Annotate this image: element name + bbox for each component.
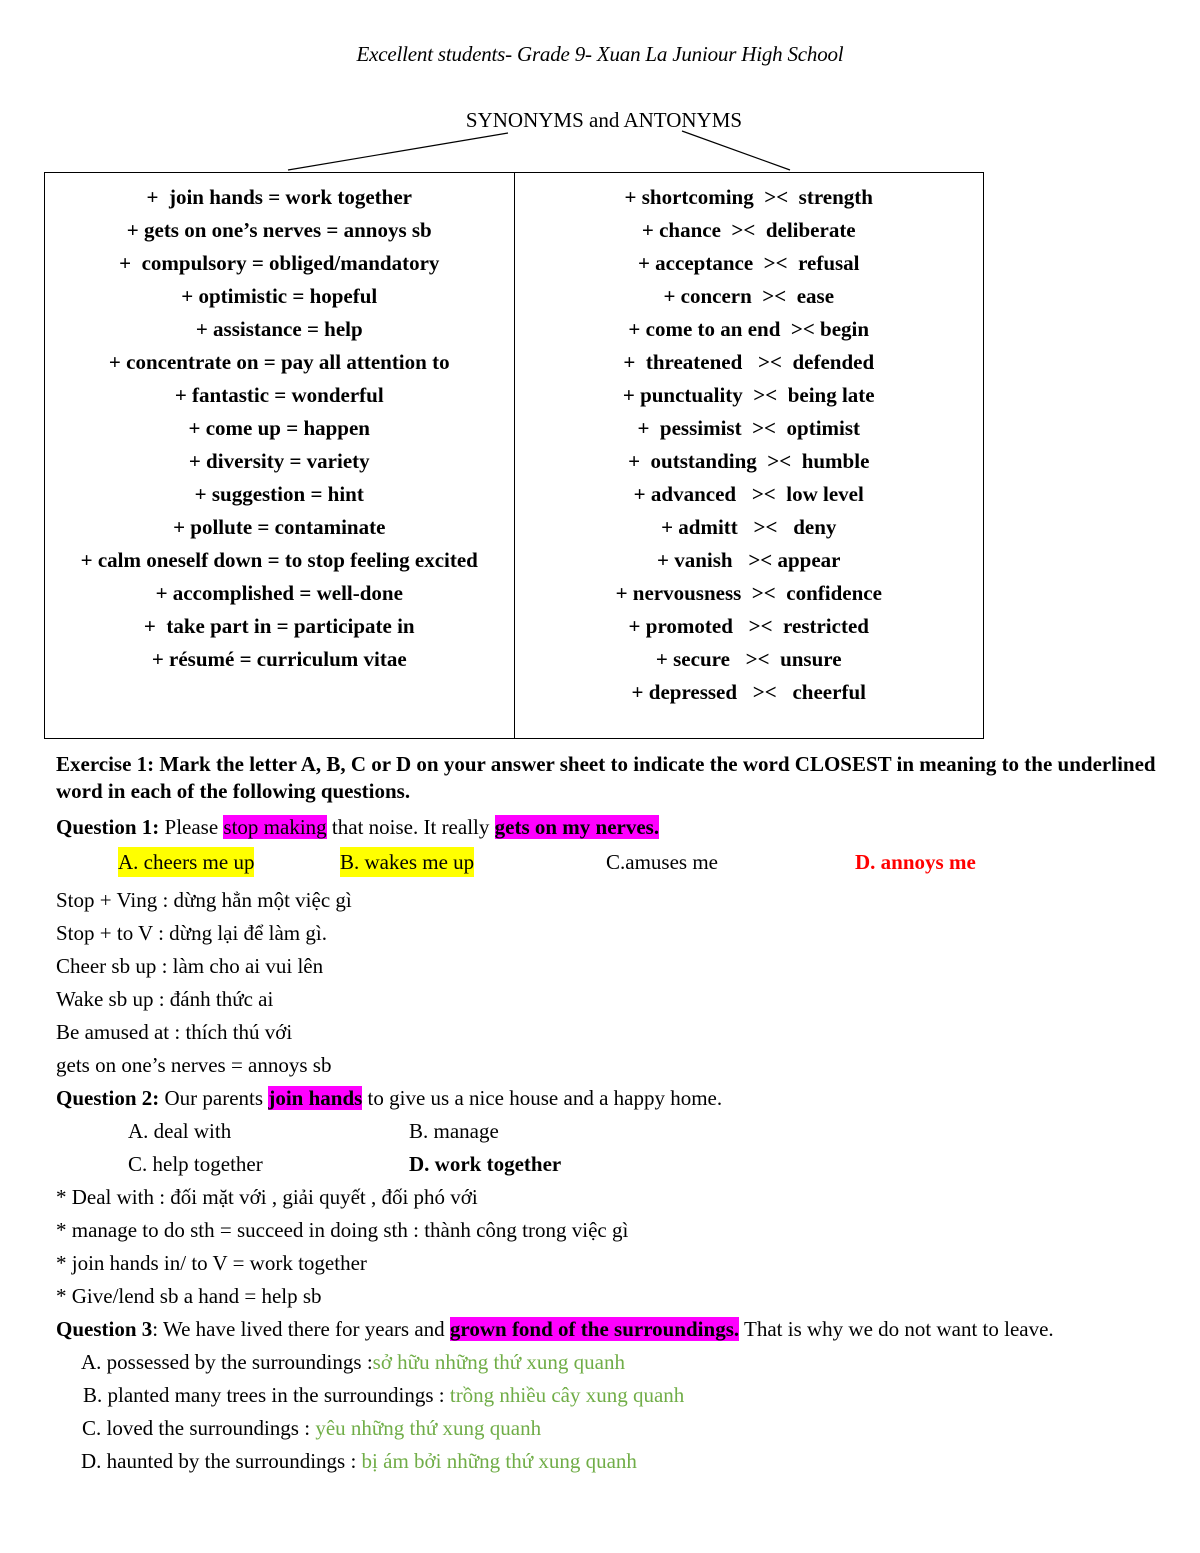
question-1-option-c[interactable]: C.amuses me <box>606 850 718 874</box>
question-3-option-c[interactable] <box>56 1412 1156 1445</box>
question-1-highlight-stop-making: stop making <box>223 815 327 839</box>
synonym-pair: + fantastic = wonderful <box>174 383 384 407</box>
antonym-pair: + promoted >< restricted <box>628 614 869 638</box>
option-text: D. haunted by the surroundings : <box>81 1449 362 1473</box>
question-1-text-mid: that noise. It really <box>326 815 495 839</box>
question-3-option-b[interactable] <box>56 1379 1156 1412</box>
question-3-text-pre: : We have lived there for years and <box>152 1317 450 1341</box>
connector-left-line <box>288 133 508 170</box>
synonym-pair: + take part in = participate in <box>143 614 415 638</box>
antonym-pair: + shortcoming >< strength <box>624 185 873 209</box>
synonym-pair: + diversity = variety <box>188 449 370 473</box>
option-translation: bị ám bởi những thứ xung quanh <box>361 1449 637 1473</box>
option-text: B. planted many trees in the surroundings : <box>83 1383 450 1407</box>
option-text: C. loved the surroundings : <box>82 1416 316 1440</box>
question-1-note-line: Be amused at : thích thú với <box>56 1020 293 1044</box>
question-2-label: Question 2: <box>56 1086 160 1110</box>
question-2-option-a[interactable]: A. deal with <box>128 1119 232 1143</box>
question-1-note-line: Stop + to V : dừng lại để làm gì. <box>56 921 327 945</box>
synonym-pair: + compulsory = obliged/mandatory <box>119 251 440 275</box>
connector-right-line <box>682 131 790 170</box>
option-translation: sở hữu những thứ xung quanh <box>372 1350 625 1374</box>
question-1-note-line: gets on one’s nerves = annoys sb <box>56 1053 332 1077</box>
question-3-text-post: That is why we do not want to leave. <box>739 1317 1054 1341</box>
question-1-option-b[interactable]: B. wakes me up <box>340 847 474 877</box>
synonym-pair: + résumé = curriculum vitae <box>151 647 407 671</box>
antonym-pair: + acceptance >< refusal <box>637 251 860 275</box>
question-1 <box>56 811 1156 844</box>
question-3-option-a[interactable] <box>56 1346 1156 1379</box>
question-1-option-a[interactable]: A. cheers me up <box>118 847 254 877</box>
synonym-pair: + join hands = work together <box>146 185 412 209</box>
synonym-pair: + calm oneself down = to stop feeling excited <box>80 548 478 572</box>
antonym-pair: + depressed >< cheerful <box>631 680 866 704</box>
synonym-pair: + gets on one’s nerves = annoys sb <box>126 218 432 242</box>
question-2-option-b[interactable]: B. manage <box>409 1119 499 1143</box>
question-2-note-line: * Deal with : đối mặt với , giải quyết , đối phó với <box>56 1185 478 1209</box>
question-1-note-line: Cheer sb up : làm cho ai vui lên <box>56 954 324 978</box>
antonym-pair: + concern >< ease <box>663 284 835 308</box>
question-3-highlight-target: grown fond of the surroundings. <box>449 1317 740 1341</box>
question-1-text-pre: Please <box>159 815 224 839</box>
question-2 <box>56 1082 1156 1115</box>
antonym-pair: + secure >< unsure <box>655 647 842 671</box>
antonym-pair: + nervousness >< confidence <box>615 581 882 605</box>
option-text: A. possessed by the surroundings : <box>81 1350 373 1374</box>
synonym-pair: + suggestion = hint <box>194 482 364 506</box>
synonym-pair: + come up = happen <box>188 416 370 440</box>
question-3 <box>56 1313 1156 1346</box>
question-2-text-pre: Our parents <box>159 1086 269 1110</box>
antonyms-column <box>515 173 984 738</box>
exercise-1-instruction: Exercise 1: Mark the letter A, B, C or D on your answer sheet to indicate the word CLOSEST in meaning to the underlined word in each of the following questions. <box>56 752 1156 803</box>
antonyms-list <box>515 181 984 709</box>
antonym-pair: + chance >< deliberate <box>641 218 856 242</box>
option-translation: yêu những thứ xung quanh <box>315 1416 542 1440</box>
question-3-label: Question 3 <box>56 1317 153 1341</box>
question-3-options <box>56 1346 1156 1478</box>
question-2-notes <box>56 1181 1156 1313</box>
synonyms-column <box>45 173 515 738</box>
question-2-option-c[interactable]: C. help together <box>128 1152 263 1176</box>
synonyms-list <box>45 181 514 676</box>
page-header: Excellent students- Grade 9- Xuan La Juniour High School <box>356 42 844 66</box>
question-3-option-d[interactable] <box>56 1445 1156 1478</box>
question-2-note-line: * manage to do sth = succeed in doing sth : thành công trong việc gì <box>56 1218 629 1242</box>
question-1-options <box>56 844 1156 884</box>
antonym-pair: + pessimist >< optimist <box>637 416 861 440</box>
antonym-pair: + threatened >< defended <box>623 350 875 374</box>
synonym-pair: + concentrate on = pay all attention to <box>108 350 450 374</box>
antonym-pair: + admitt >< deny <box>661 515 837 539</box>
antonym-pair: + outstanding >< humble <box>628 449 870 473</box>
antonym-pair: + punctuality >< being late <box>622 383 875 407</box>
question-2-options-row-2 <box>56 1148 1156 1181</box>
question-2-option-d[interactable]: D. work together <box>409 1152 562 1176</box>
antonym-pair: + vanish >< appear <box>656 548 841 572</box>
option-translation: trồng nhiều cây xung quanh <box>449 1383 685 1407</box>
question-1-note-line: Wake sb up : đánh thức ai <box>56 987 274 1011</box>
page-title: SYNONYMS and ANTONYMS <box>465 108 743 132</box>
synonym-pair: + optimistic = hopeful <box>181 284 378 308</box>
antonym-pair: + advanced >< low level <box>633 482 864 506</box>
question-1-highlight-target: gets on my nerves. <box>494 815 660 839</box>
antonym-pair: + come to an end >< begin <box>628 317 870 341</box>
question-2-note-line: * Give/lend sb a hand = help sb <box>56 1284 322 1308</box>
question-2-highlight-target: join hands <box>268 1086 363 1110</box>
question-1-option-d[interactable]: D. annoys me <box>855 850 976 874</box>
title-connector-lines <box>280 125 800 175</box>
question-1-note-line: Stop + Ving : dừng hẳn một việc gì <box>56 888 352 912</box>
question-2-text-post: to give us a nice house and a happy home. <box>362 1086 723 1110</box>
question-1-notes <box>56 884 1156 1082</box>
question-2-options-row-1 <box>56 1115 1156 1148</box>
synonym-pair: + pollute = contaminate <box>173 515 386 539</box>
question-2-note-line: * join hands in/ to V = work together <box>56 1251 367 1275</box>
synonym-pair: + assistance = help <box>195 317 363 341</box>
synonym-pair: + accomplished = well-done <box>155 581 403 605</box>
question-1-label: Question 1: <box>56 815 160 839</box>
exercise-content <box>56 747 1156 1478</box>
vocab-table <box>44 172 984 739</box>
